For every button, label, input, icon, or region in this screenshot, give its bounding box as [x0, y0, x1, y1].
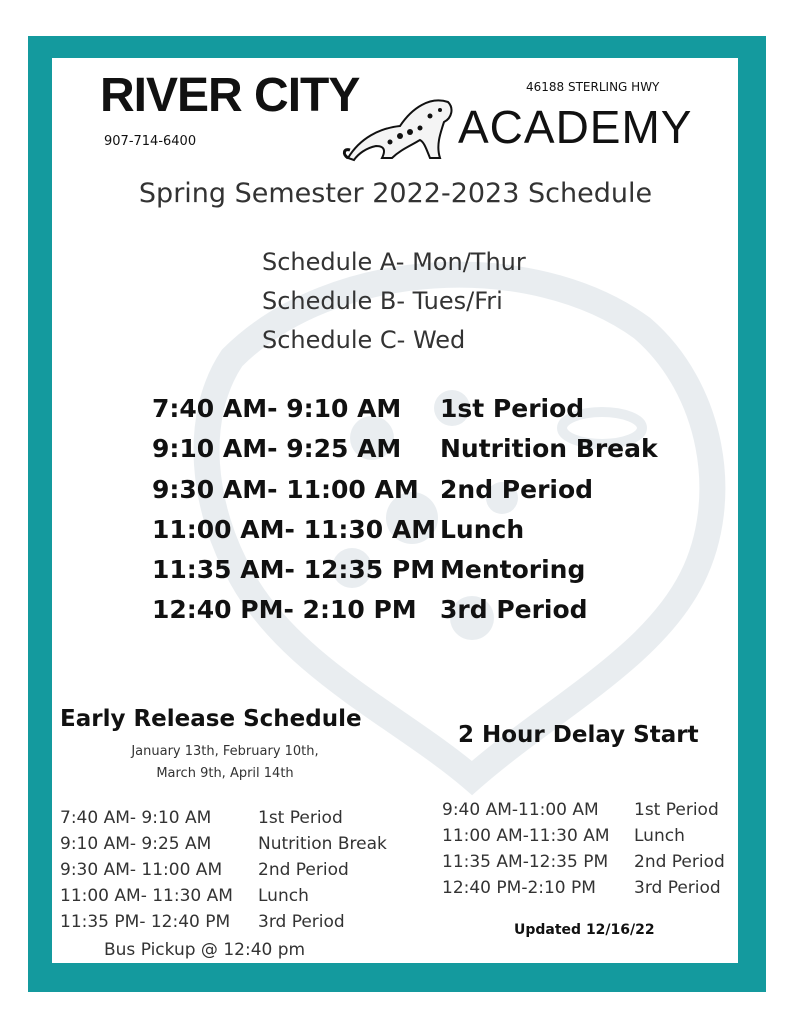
main-schedule-row	[152, 475, 593, 504]
delay-row	[442, 800, 719, 820]
er-time: 11:00 AM- 11:30 AM	[60, 886, 233, 906]
updated-date: Updated 12/16/22	[514, 922, 655, 938]
delay-row	[442, 878, 721, 898]
main-label: Mentoring	[440, 555, 586, 584]
schedule-key-c: Schedule C- Wed	[262, 326, 466, 354]
er-label: 2nd Period	[258, 860, 349, 880]
early-release-row	[60, 912, 345, 932]
schedule-key-a: Schedule A- Mon/Thur	[262, 248, 526, 276]
main-label: Nutrition Break	[440, 434, 658, 463]
er-label: 1st Period	[258, 808, 343, 828]
delay-label: Lunch	[634, 826, 685, 846]
school-phone: 907-714-6400	[104, 134, 197, 149]
semester-title: Spring Semester 2022-2023 Schedule	[138, 178, 653, 209]
early-release-row	[60, 860, 349, 880]
early-release-title: Early Release Schedule	[60, 706, 362, 732]
main-time: 11:00 AM- 11:30 AM	[152, 515, 437, 544]
school-address: 46188 STERLING HWY	[526, 80, 660, 94]
delay-label: 3rd Period	[634, 878, 721, 898]
main-label: Lunch	[440, 515, 525, 544]
main-time: 11:35 AM- 12:35 PM	[152, 555, 436, 584]
er-time: 9:10 AM- 9:25 AM	[60, 834, 212, 854]
delay-label: 2nd Period	[634, 852, 725, 872]
main-schedule-row	[152, 515, 524, 544]
er-time: 7:40 AM- 9:10 AM	[60, 808, 212, 828]
main-label: 3rd Period	[440, 595, 588, 624]
early-release-row	[60, 808, 343, 828]
er-label: Lunch	[258, 886, 309, 906]
er-label: Nutrition Break	[258, 834, 387, 854]
delay-row	[442, 826, 685, 846]
er-time: 11:35 PM- 12:40 PM	[60, 912, 231, 932]
school-name-academy: ACADEMY	[458, 101, 693, 153]
early-release-row	[60, 886, 309, 906]
early-release-row	[60, 834, 387, 854]
delay-time: 11:35 AM-12:35 PM	[442, 852, 609, 872]
delay-label: 1st Period	[634, 800, 719, 820]
er-time: 9:30 AM- 11:00 AM	[60, 860, 223, 880]
main-schedule-row	[152, 394, 584, 423]
main-time: 12:40 PM- 2:10 PM	[152, 595, 417, 624]
main-schedule-row	[152, 595, 588, 624]
early-release-dates: March 9th, April 14th	[156, 766, 294, 781]
delay-row	[442, 852, 725, 872]
delay-title: 2 Hour Delay Start	[458, 722, 699, 748]
main-time: 9:10 AM- 9:25 AM	[152, 434, 402, 463]
main-time: 9:30 AM- 11:00 AM	[152, 475, 419, 504]
main-label: 1st Period	[440, 394, 585, 423]
schedule-key-b: Schedule B- Tues/Fri	[262, 287, 503, 315]
bus-pickup-note: Bus Pickup @ 12:40 pm	[104, 940, 306, 960]
delay-time: 9:40 AM-11:00 AM	[442, 800, 599, 820]
main-schedule-row	[152, 555, 585, 584]
snow-leopard-logo-icon	[340, 88, 460, 164]
main-label: 2nd Period	[440, 475, 594, 504]
delay-time: 11:00 AM-11:30 AM	[442, 826, 610, 846]
er-label: 3rd Period	[258, 912, 345, 932]
early-release-dates: January 13th, February 10th,	[131, 744, 319, 759]
school-name: RIVER CITY	[100, 69, 360, 122]
delay-time: 12:40 PM-2:10 PM	[442, 878, 596, 898]
main-schedule-row	[152, 434, 658, 463]
main-time: 7:40 AM- 9:10 AM	[152, 394, 402, 423]
